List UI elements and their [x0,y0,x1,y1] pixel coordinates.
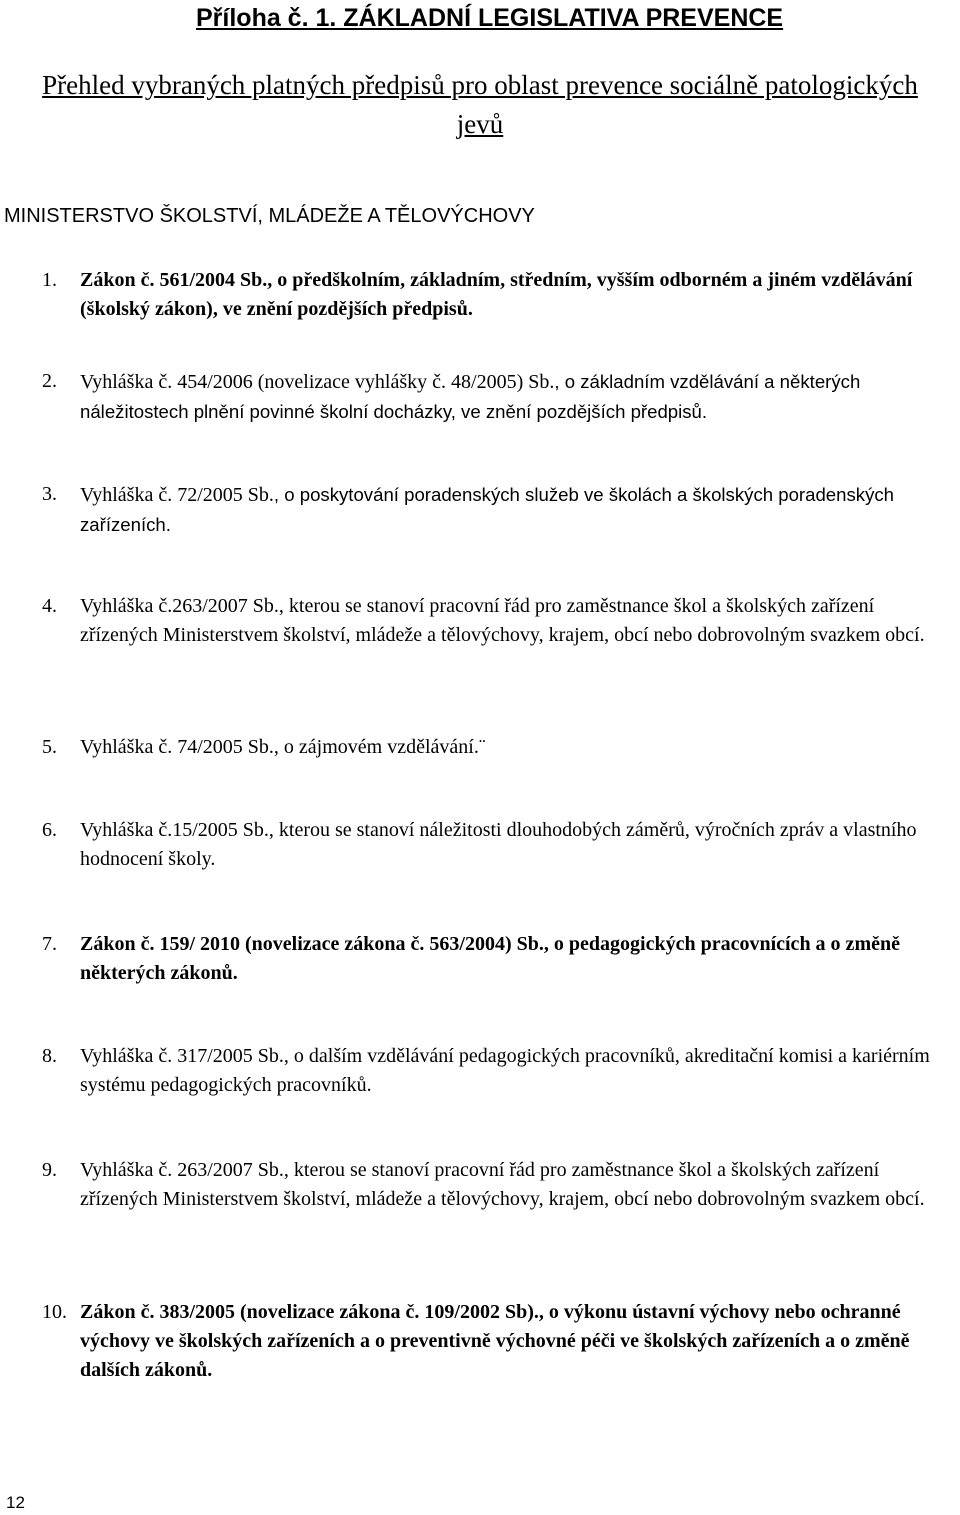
item-description: , kterou se stanoví náležitosti dlouhodobých záměrů, výročních zpráv a vlastního hodnocení školy. [80,819,917,870]
item-description: , kterou se stanoví pracovní řád pro zaměstnance škol a školských zařízení zřízených Ministerstvem školství, mládeže a tělovýchovy, krajem, obcí nebo dobrovolným svazkem obcí. [80,1159,925,1210]
item-number: 3. [42,483,57,505]
item-text [80,367,950,427]
appendix-title: Příloha č. 1. ZÁKLADNÍ LEGISLATIVA PREVENCE [196,4,784,32]
item-description: , o základním vzdělávání a některých náležitostech plnění povinné školní docházky, ve znění pozdějších předpisů. [80,371,861,422]
item-description: , o pedagogických pracovnících a o změně některých zákonů. [80,933,900,984]
item-description: , o zájmovém vzdělávání.¨ [273,736,486,758]
item-description: , o dalším vzdělávání pedagogických pracovníků, akreditační komisi a kariérním systému pedagogických pracovníků. [80,1045,930,1096]
item-reference: Vyhláška č.263/2007 Sb. [80,595,279,617]
item-description: , o předškolním, základním, středním, vyšším odborném a jiném vzdělávání (školský zákon), ve znění pozdějších předpisů. [80,269,913,320]
item-text [80,733,950,762]
item-description: , o poskytování poradenských služeb ve školách a školských poradenských zařízeních. [80,484,895,535]
page-number: 12 [6,1493,25,1512]
item-number: 7. [42,933,57,955]
item-number: 10. [42,1301,67,1323]
item-text [80,930,950,988]
overview-title: Přehled vybraných platných předpisů pro oblast prevence sociálně patologických jevů [42,70,918,139]
item-number: 1. [42,269,57,291]
item-number: 6. [42,819,57,841]
item-reference: Vyhláška č.15/2005 Sb. [80,819,269,841]
item-reference: Vyhláška č. 72/2005 Sb. [80,484,274,506]
item-text [80,1042,950,1100]
item-reference: Vyhláška č. 263/2007 Sb. [80,1159,284,1181]
item-number: 9. [42,1159,57,1181]
ministry-heading: MINISTERSTVO ŠKOLSTVÍ, MLÁDEŽE A TĚLOVÝCHOVY [4,205,535,227]
item-text [80,1298,950,1385]
item-number: 5. [42,736,57,758]
item-text [80,816,950,874]
item-text [80,1156,950,1214]
item-number: 2. [42,370,57,392]
item-number: 4. [42,595,57,617]
item-description: , kterou se stanoví pracovní řád pro zaměstnance škol a školských zařízení zřízených Ministerstvem školství, mládeže a tělovýchovy, krajem, obcí nebo dobrovolným svazkem obcí. [80,595,925,646]
item-reference: Vyhláška č. 454/2006 (novelizace vyhlášky č. 48/2005) Sb. [80,371,555,393]
item-description: , o výkonu ústavní výchovy nebo ochranné výchovy ve školských zařízeních a o preventivně výchovné péči ve školských zařízeních a o změně dalších zákonů. [80,1301,910,1381]
item-text [80,480,950,540]
item-reference: Vyhláška č. 317/2005 Sb. [80,1045,284,1067]
item-reference: Zákon č. 159/ 2010 (novelizace zákona č. 563/2004) Sb. [80,933,544,955]
item-text [80,592,950,650]
item-reference: Zákon č. 561/2004 Sb. [80,269,268,291]
item-number: 8. [42,1045,57,1067]
item-reference: Vyhláška č. 74/2005 Sb. [80,736,274,758]
item-text [80,266,950,324]
item-reference: Zákon č. 383/2005 (novelizace zákona č. 109/2002 Sb). [80,1301,539,1323]
